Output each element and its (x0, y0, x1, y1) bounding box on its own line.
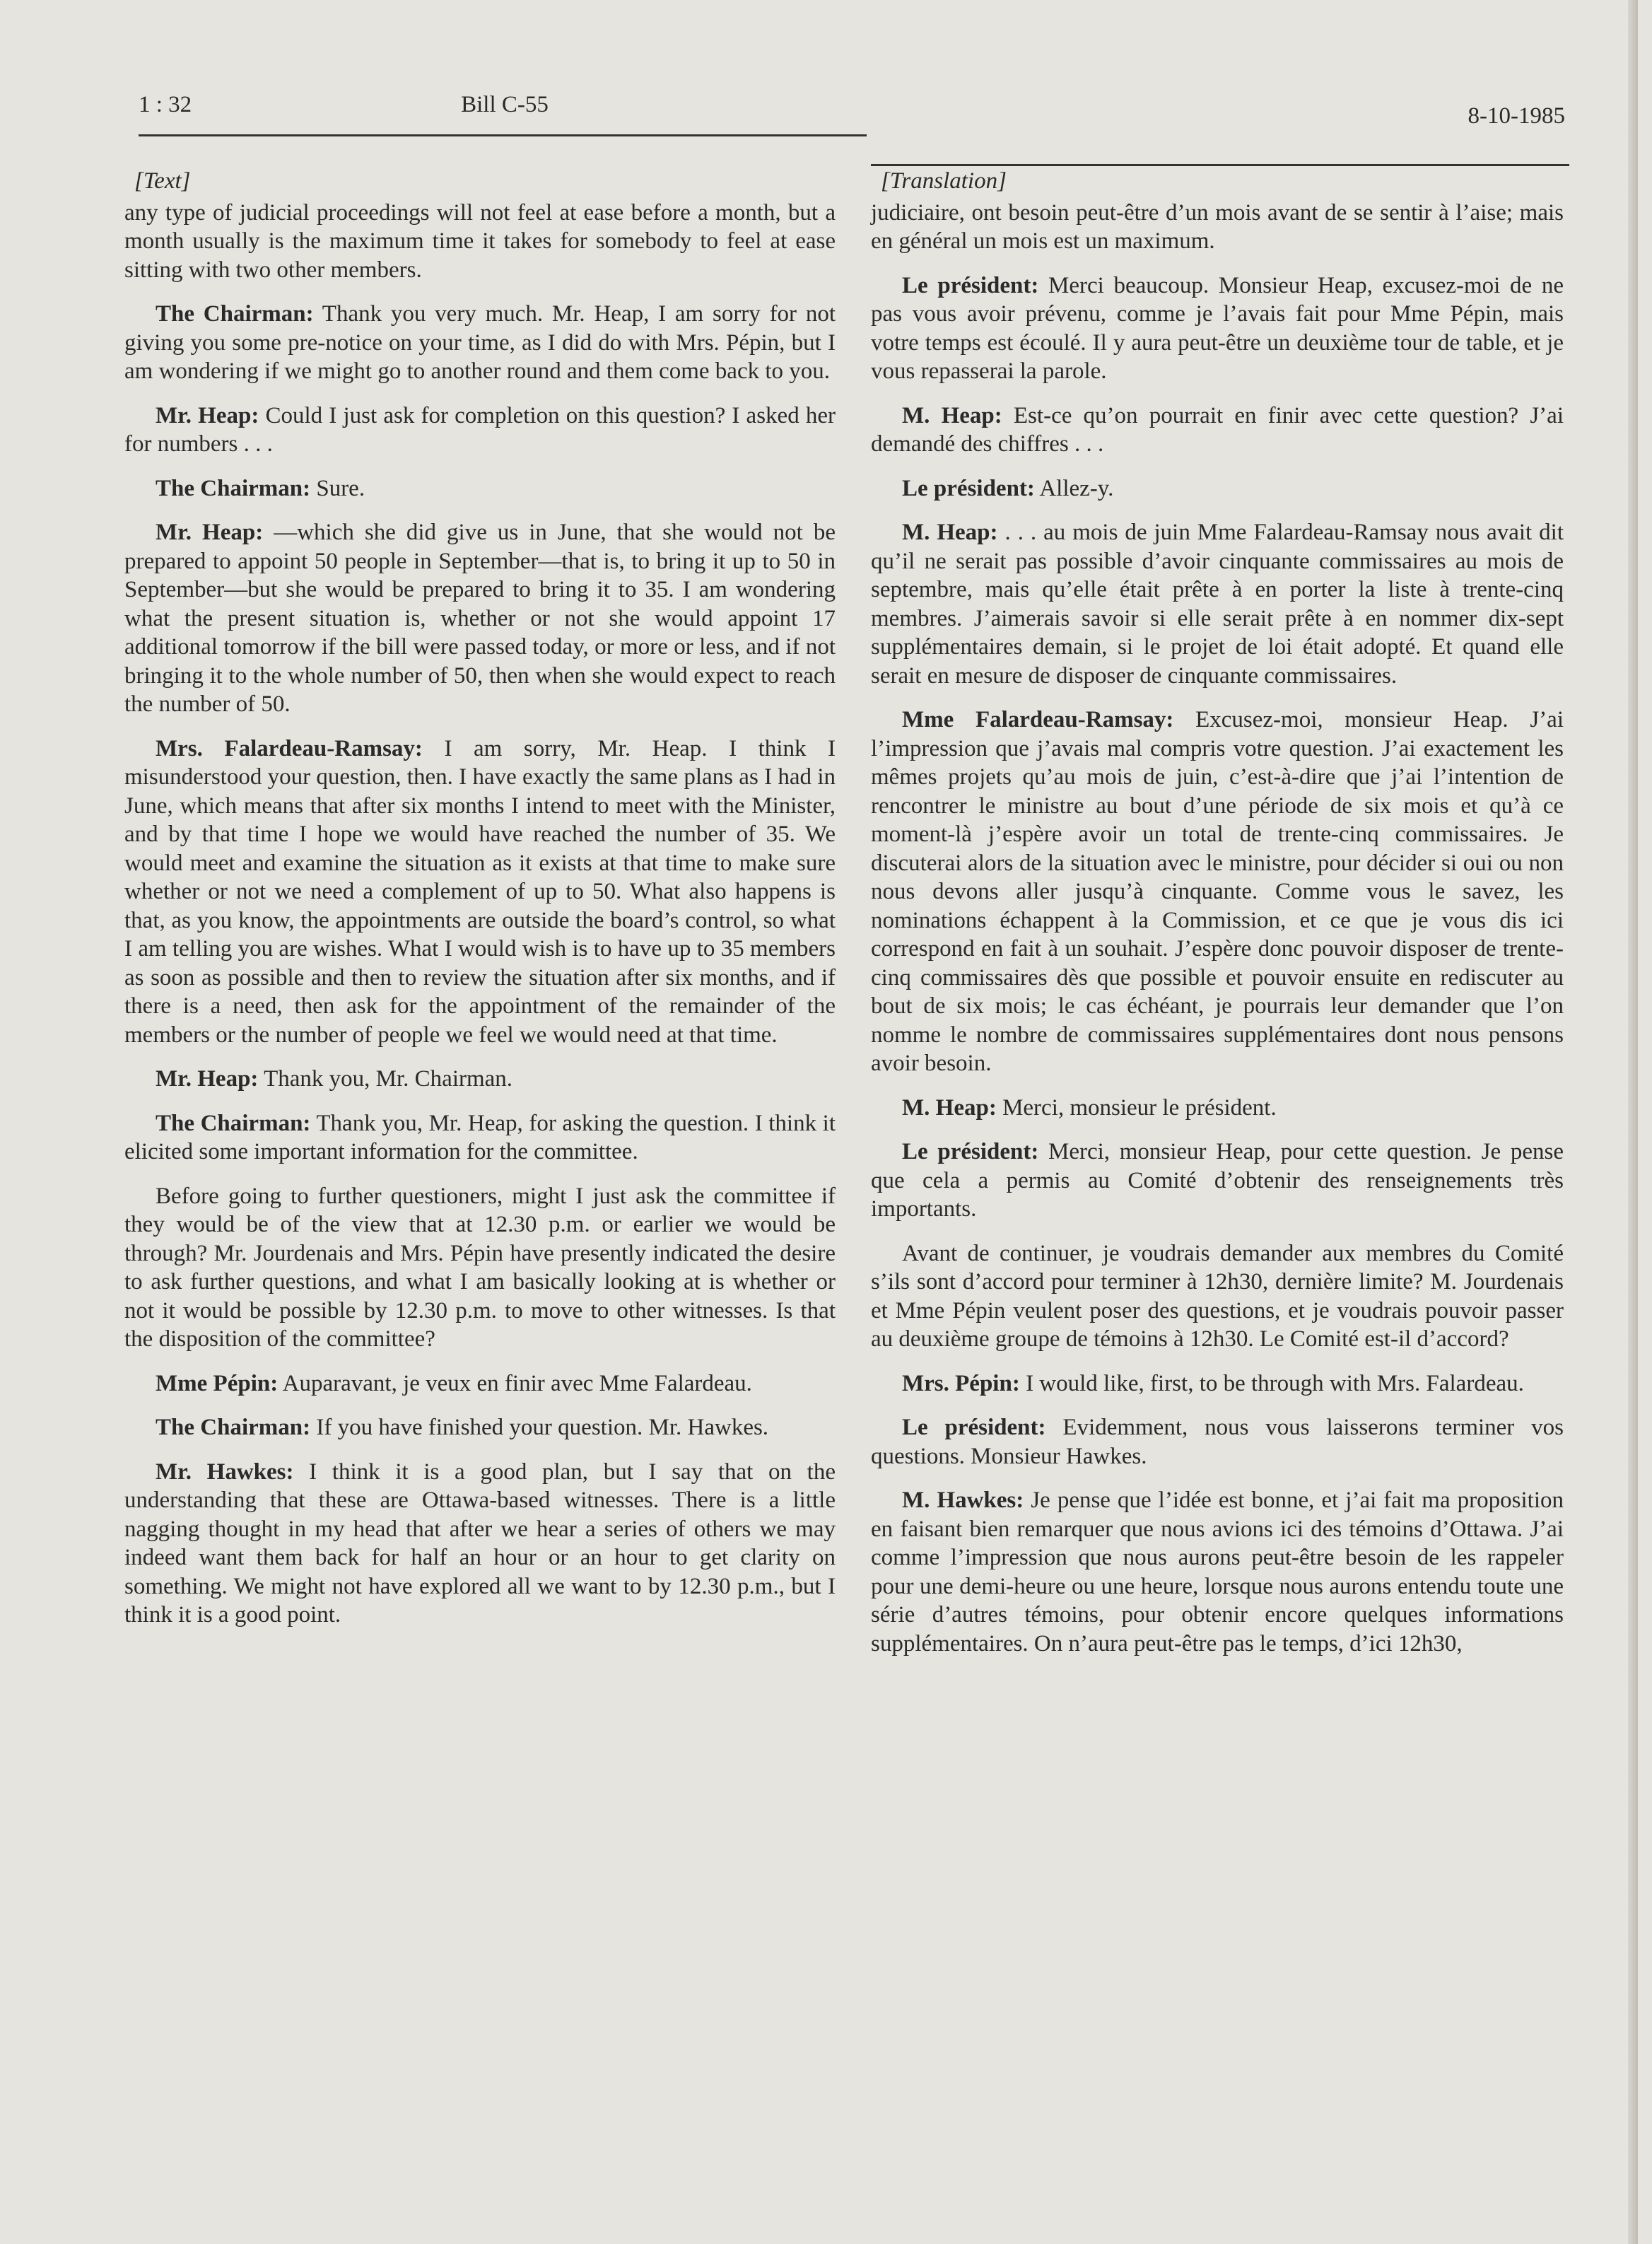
speaker-name: Mme Falardeau-Ramsay: (902, 707, 1174, 732)
paragraph-text: I think it is a good plan, but I say that on the understanding that these are Ottawa-based witnesses. There is a little nagging thought in my head that after we hear a series of others we may indeed want them back for half an hour or an hour to get clarity on something. We might not have explored all we want to by 12.30 p.m., but I think it is a good point. (124, 1459, 836, 1628)
language-label: [Text] (134, 168, 191, 194)
bill-title: Bill C-55 (461, 92, 549, 117)
paragraph-text: . . . au mois de juin Mme Falardeau-Ramsay nous avait dit qu’il ne serait pas possible d’avoir cinquante commissaires au mois de septembre, mais qu’elle était prête à en porter la liste à trente-cinq membres. J’aimerais savoir si elle serait prête à en nommer dix-sept supplémentaires demain, si le projet de loi était adopté. Et quand elle serait en mesure de disposer de cinquante commissaires. (871, 520, 1564, 689)
transcript-paragraph (124, 1458, 836, 1630)
header-rule-right (871, 164, 1569, 166)
speaker-name: M. Heap: (902, 402, 1002, 428)
paragraph-text: Avant de continuer, je voudrais demander aux membres du Comité s’ils sont d’accord pour terminer à 12h30, dernière limite? M. Jourdenais et Mme Pépin veulent poser des questions, et je voudrais pouvoir passer au deuxième groupe de témoins à 12h30. Le Comité est-il d’accord? (871, 1240, 1564, 1352)
transcript-paragraph (871, 271, 1564, 386)
paragraph-text: I would like, first, to be through with Mrs. Falardeau. (1019, 1370, 1524, 1396)
session-date: 8-10-1985 (1468, 103, 1565, 129)
speaker-name: The Chairman: (156, 475, 311, 501)
transcript-paragraph (871, 1138, 1564, 1224)
paragraph-text: Allez-y. (1034, 475, 1114, 501)
english-column (124, 167, 836, 1645)
paragraph-text: If you have finished your question. Mr. Hawkes. (310, 1415, 769, 1440)
transcript-paragraph (871, 1369, 1564, 1398)
paragraph-text: I am sorry, Mr. Heap. I think I misunderstood your question, then. I have exactly the same plans as I had in June, which means that after six months I intend to meet with the Minister, and by that time I hope we would have reached the number of 35. We would meet and examine the situation as it exists at that time to make sure whether or not we need a complement of up to 50. What also happens is that, as you know, the appointments are outside the board’s control, so what I am telling you are wishes. What I would wish is to have up to 35 members as soon as possible and then to review the situation after six months, and if there is a need, then ask for the appointment of the remainder of the members or the number of people we feel we would need at that time. (124, 735, 836, 1048)
paragraph-text: Merci beaucoup. Monsieur Heap, excusez-moi de ne pas vous avoir prévenu, comme je l’avais fait pour Mme Pépin, mais votre temps est écoulé. Il y aura peut-être un deuxième tour de table, et je vous repasserai la parole. (871, 272, 1564, 384)
speaker-name: The Chairman: (156, 1415, 311, 1440)
page-header (139, 92, 1565, 132)
language-label: [Translation] (881, 168, 1007, 194)
transcript-paragraph (124, 1109, 836, 1167)
speaker-name: M. Hawkes: (902, 1488, 1024, 1513)
transcript-paragraph (124, 1413, 836, 1442)
french-paragraphs (871, 199, 1564, 1659)
speaker-name: Le président: (902, 1139, 1039, 1164)
transcript-paragraph (871, 706, 1564, 1078)
speaker-name: Mr. Heap: (156, 1066, 259, 1092)
transcript-paragraph (124, 1369, 836, 1398)
transcript-paragraph (871, 1094, 1564, 1123)
paragraph-text: Excusez-moi, monsieur Heap. J’ai l’impression que j’avais mal compris votre question. J’ai exactement les mêmes projets qu’au mois de juin, c’est-à-dire que j’ai l’intention de rencontrer le ministre au bout d’une période de six mois et qu’à ce moment-là j’espère avoir un total de trente-cinq commissaires. Je discuterai alors de la situation avec le ministre, pour décider si oui ou non nous devons aller jusqu’à cinquante. Comme vous le savez, les nominations échappent à la Commission, et ce que je vous dis ici correspond en fait à un souhait. J’espère donc pouvoir disposer de trente-cinq commissaires dès que possible et pouvoir ensuite en rediscuter au bout de six mois; le cas échéant, je pourrais leur demander que l’on nomme le nombre de commissaires supplémentaires dont nous pensons avoir besoin. (871, 707, 1564, 1076)
speaker-name: Le président: (902, 272, 1039, 298)
transcript-paragraph (124, 1182, 836, 1354)
speaker-name: Mr. Heap: (156, 402, 259, 428)
speaker-name: The Chairman: (156, 301, 314, 327)
speaker-name: Mrs. Falardeau-Ramsay: (156, 735, 423, 761)
transcript-paragraph (871, 199, 1564, 256)
transcript-paragraph (124, 474, 836, 503)
french-column (871, 167, 1564, 1673)
page-edge-shadow (1628, 0, 1638, 2244)
speaker-name: Le président: (902, 475, 1035, 501)
speaker-name: M. Heap: (902, 1094, 997, 1121)
speaker-name: Mr. Heap: (156, 520, 264, 545)
paragraph-text: Sure. (310, 475, 365, 501)
paragraph-text: Evidemment, nous vous laisserons terminer vos questions. Monsieur Hawkes. (871, 1415, 1564, 1469)
transcript-paragraph (871, 402, 1564, 459)
paragraph-text: Thank you very much. Mr. Heap, I am sorry for not giving you some pre-notice on your time, as I did do with Mrs. Pépin, but I am wondering if we might go to another round and them come back to you. (124, 301, 836, 384)
transcript-paragraph (124, 518, 836, 719)
paragraph-text: Merci, monsieur Heap, pour cette question. Je pense que cela a permis au Comité d’obtenir des renseignements très importants. (871, 1139, 1564, 1222)
paragraph-text: Before going to further questioners, might I just ask the committee if they would be of the view that at 12.30 p.m. or earlier we would be through? Mr. Jourdenais and Mrs. Pépin have presently indicated the desire to ask further questions, and what I am basically looking at is whether or not it would be possible by 12.30 p.m. to move to other witnesses. Is that the disposition of the committee? (124, 1183, 836, 1352)
paragraph-text: Merci, monsieur le président. (996, 1094, 1277, 1121)
transcript-paragraph (124, 199, 836, 285)
transcript-paragraph (871, 1413, 1564, 1471)
paragraph-text: Thank you, Mr. Chairman. (258, 1066, 513, 1092)
page-number: 1 : 32 (139, 92, 192, 117)
transcript-paragraph (124, 735, 836, 1050)
transcript-paragraph (124, 300, 836, 386)
paragraph-text: Auparavant, je veux en finir avec Mme Falardeau. (278, 1370, 752, 1396)
paragraph-text: Thank you, Mr. Heap, for asking the question. I think it elicited some important information for the committee. (124, 1110, 836, 1164)
transcript-paragraph (871, 518, 1564, 690)
speaker-name: Le président: (902, 1415, 1046, 1440)
speaker-name: Mr. Hawkes: (156, 1459, 294, 1485)
speaker-name: The Chairman: (156, 1110, 311, 1136)
paragraph-text: —which she did give us in June, that she would not be prepared to appoint 50 people in September—that is, to bring it up to 50 in September—but she would be prepared to bring it to 35. I am wondering what the present situation is, whether or not she would appoint 17 additional tomorrow if the bill were passed today, or more or less, and if not bringing it to the whole number of 50, then when she would expect to reach the number of 50. (124, 520, 836, 717)
english-paragraphs (124, 199, 836, 1630)
transcript-paragraph (124, 1065, 836, 1094)
paragraph-text: Est-ce qu’on pourrait en finir avec cette question? J’ai demandé des chiffres . . . (871, 402, 1564, 457)
speaker-name: Mme Pépin: (156, 1370, 279, 1396)
speaker-name: M. Heap: (902, 520, 998, 545)
paragraph-text: any type of judicial proceedings will not feel at ease before a month, but a month usually is the maximum time it takes for somebody to feel at ease sitting with two other members. (124, 199, 836, 283)
header-rule-left (139, 134, 867, 136)
speaker-name: Mrs. Pépin: (902, 1370, 1020, 1396)
transcript-paragraph (871, 1239, 1564, 1354)
paragraph-text: Could I just ask for completion on this question? I asked her for numbers . . . (124, 402, 836, 457)
transcript-paragraph (124, 402, 836, 459)
paragraph-text: Je pense que l’idée est bonne, et j’ai fait ma proposition en faisant bien remarquer que nous avions ici des témoins d’Ottawa. J’ai comme l’impression que nous aurons peut-être besoin de les rappeler pour une demi-heure ou une heure, lorsque nous aurons entendu toute une série d’autres témoins, pour obtenir encore quelques informations supplémentaires. On n’aura peut-être pas le temps, d’ici 12h30, (871, 1488, 1564, 1656)
transcript-paragraph (871, 1486, 1564, 1658)
paragraph-text: judiciaire, ont besoin peut-être d’un mois avant de se sentir à l’aise; mais en général un mois est un maximum. (871, 199, 1564, 254)
transcript-paragraph (871, 474, 1564, 503)
